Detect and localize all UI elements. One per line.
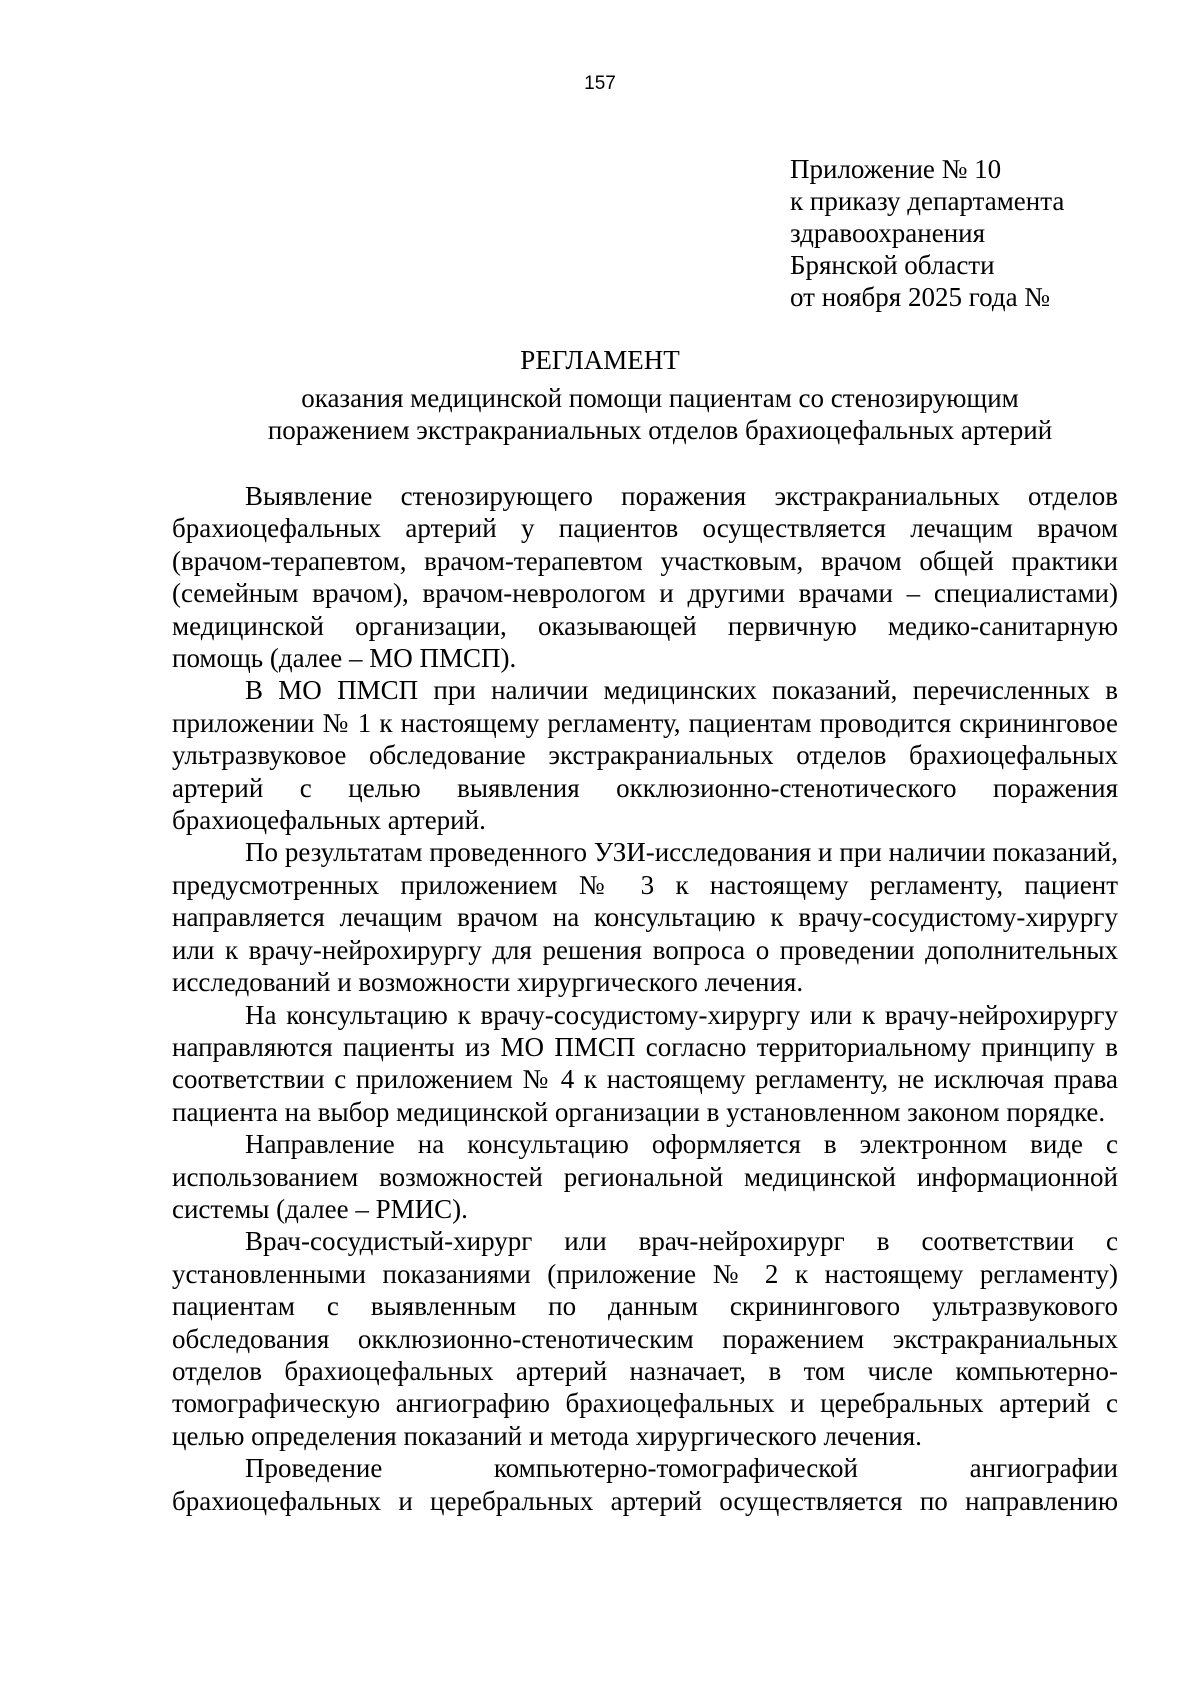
document-title: РЕГЛАМЕНТ: [520, 345, 680, 375]
subtitle-line: поражением экстракраниальных отделов брахиоцефальных артерий: [267, 415, 1053, 445]
appendix-line: от ноября 2025 года №: [790, 282, 1051, 312]
subtitle-line: оказания медицинской помощи пациентам со стенозирующим: [301, 383, 1019, 413]
appendix-line: Приложение № 10: [790, 154, 1002, 184]
document-subtitle: [200, 382, 1120, 446]
document-body: [172, 480, 1118, 1517]
body-paragraph: В МО ПМСП при наличии медицинских показаний, перечисленных в приложении № 1 к настоящему регламенту, пациентам проводится скрининговое ультразвуковое обследование экстракраниальных отделов брахиоцефальных артерий с целью выявления окклюзионно-стенотического поражения брахиоцефальных артерий.: [172, 675, 1118, 836]
appendix-line: к приказу департамента: [790, 186, 1065, 216]
body-paragraph: Проведение компьютерно-томографической ангиографии брахиоцефальных и церебральных артерий осуществляется по направлению: [172, 1453, 1118, 1516]
appendix-block: [790, 153, 1064, 313]
body-paragraph: По результатам проведенного УЗИ-исследования и при наличии показаний, предусмотренных приложением № 3 к настоящему регламенту, пациент направляется лечащим врачом на консультацию к врачу-сосудистому-хирургу или к врачу-нейрохирургу для решения вопроса о проведении дополнительных исследований и возможности хирургического лечения.: [172, 837, 1118, 998]
body-paragraph: На консультацию к врачу-сосудистому-хирургу или к врачу-нейрохирургу направляются пациенты из МО ПМСП согласно территориальному принципу в соответствии с приложением № 4 к настоящему регламенту, не исключая права пациента на выбор медицинской организации в установленном законом порядке.: [172, 999, 1118, 1127]
page-number: 157: [584, 73, 616, 94]
appendix-line: здравоохранения: [790, 218, 986, 248]
body-paragraph: Направление на консультацию оформляется в электронном виде с использованием возможностей региональной медицинской информационной системы (далее – РМИС).: [172, 1129, 1118, 1224]
body-paragraph: Выявление стенозирующего поражения экстракраниальных отделов брахиоцефальных артерий у пациентов осуществляется лечащим врачом (врачом-терапевтом, врачом-терапевтом участковым, врачом общей практики (семейным врачом), врачом-неврологом и другими врачами – специалистами) медицинской организации, оказывающей первичную медико-санитарную помощь (далее – МО ПМСП).: [172, 481, 1118, 674]
body-paragraph: Врач-сосудистый-хирург или врач-нейрохирург в соответствии с установленными показаниями (приложение № 2 к настоящему регламенту) пациентам с выявленным по данным скринингового ультразвукового обследования окклюзионно-стенотическим поражением экстракраниальных отделов брахиоцефальных артерий назначает, в том числе компьютерно-томографическую ангиографию брахиоцефальных и церебральных артерий с целью определения показаний и метода хирургического лечения.: [172, 1226, 1118, 1451]
appendix-line: Брянской области: [790, 250, 995, 280]
